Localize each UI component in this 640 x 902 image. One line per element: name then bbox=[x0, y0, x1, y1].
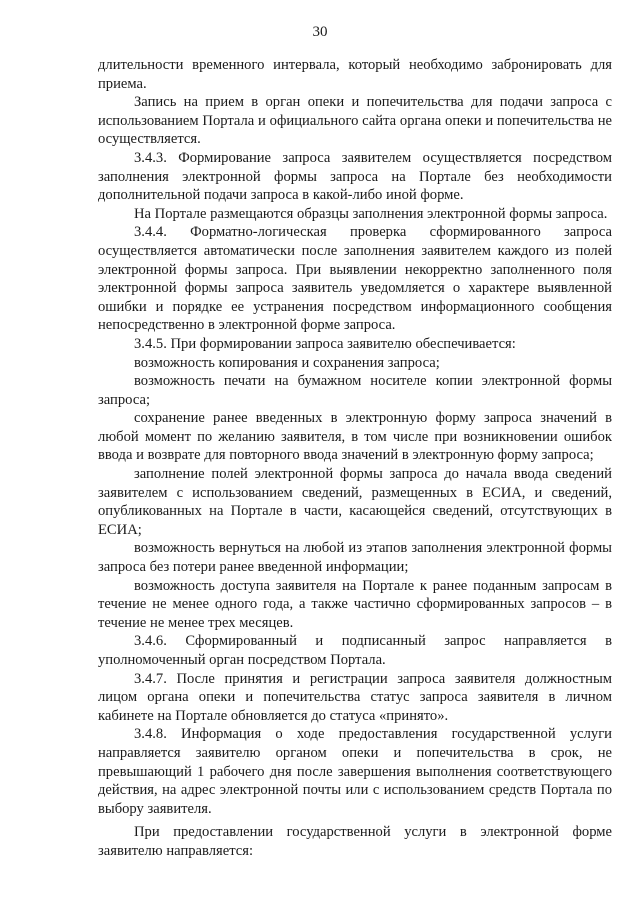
paragraph: заполнение полей электронной формы запроса до начала ввода сведений заявителем с использованием сведений, размещенных в ЕСИА, и сведений, опубликованных на Портале в части, касающейся сведений, отсутствующих в ЕСИА; bbox=[98, 466, 612, 538]
paragraph: На Портале размещаются образцы заполнения электронной формы запроса. bbox=[134, 205, 608, 222]
paragraph: 3.4.7. После принятия и регистрации запроса заявителя должностным лицом органа опеки и попечительства статус запроса заявителя в личном кабинете на Портале обновляется до статуса «принято». bbox=[98, 670, 612, 724]
paragraph: длительности временного интервала, который необходимо забронировать для приема. bbox=[98, 57, 612, 92]
paragraph: 3.4.5. При формировании запроса заявителю обеспечивается: bbox=[134, 335, 516, 352]
paragraph: возможность доступа заявителя на Портале к ранее поданным запросам в течение не менее одного года, а также частично сформированных запросов – в течение не менее трех месяцев. bbox=[98, 577, 612, 631]
paragraph: возможность копирования и сохранения запроса; bbox=[134, 354, 440, 371]
paragraph: 3.4.4. Форматно-логическая проверка сформированного запроса осуществляется автоматически после заполнения заявителем каждого из полей электронной формы запроса. При выявлении некорректно заполненного поля электронной формы запроса заявитель уведомляется о характере выявленной ошибки и порядке ее устранения посредством информационного сообщения непосредственно в электронной форме запроса. bbox=[98, 224, 612, 334]
paragraph: 3.4.6. Сформированный и подписанный запрос направляется в уполномоченный орган посредством Портала. bbox=[98, 633, 612, 668]
paragraph: сохранение ранее введенных в электронную форму запроса значений в любой момент по желанию заявителя, в том числе при возникновении ошибок ввода и возврате для повторного ввода значений в электронную форму запроса; bbox=[98, 410, 612, 464]
paragraph: При предоставлении государственной услуги в электронной форме заявителю направляется: bbox=[98, 824, 612, 859]
paragraph: 3.4.3. Формирование запроса заявителем осуществляется посредством заполнения электронной формы запроса на Портале без необходимости дополнительной подачи запроса в какой-либо иной форме. bbox=[98, 149, 612, 204]
page-number: 30 bbox=[312, 24, 328, 40]
paragraph: Запись на прием в орган опеки и попечительства для подачи запроса с использованием Портала и официального сайта органа опеки и попечительства не осуществляется. bbox=[98, 94, 612, 148]
paragraph: возможность печати на бумажном носителе копии электронной формы запроса; bbox=[98, 373, 612, 408]
document-body bbox=[98, 56, 612, 861]
paragraph: 3.4.8. Информация о ходе предоставления государственной услуги направляется заявителю органом опеки и попечительства в срок, не превышающий 1 рабочего дня после завершения выполнения соответствующего действия, на адрес электронной почты или с использованием средств Портала по выбору заявителя. bbox=[98, 726, 612, 817]
paragraph: возможность вернуться на любой из этапов заполнения электронной формы запроса без потери ранее введенной информации; bbox=[98, 540, 612, 576]
